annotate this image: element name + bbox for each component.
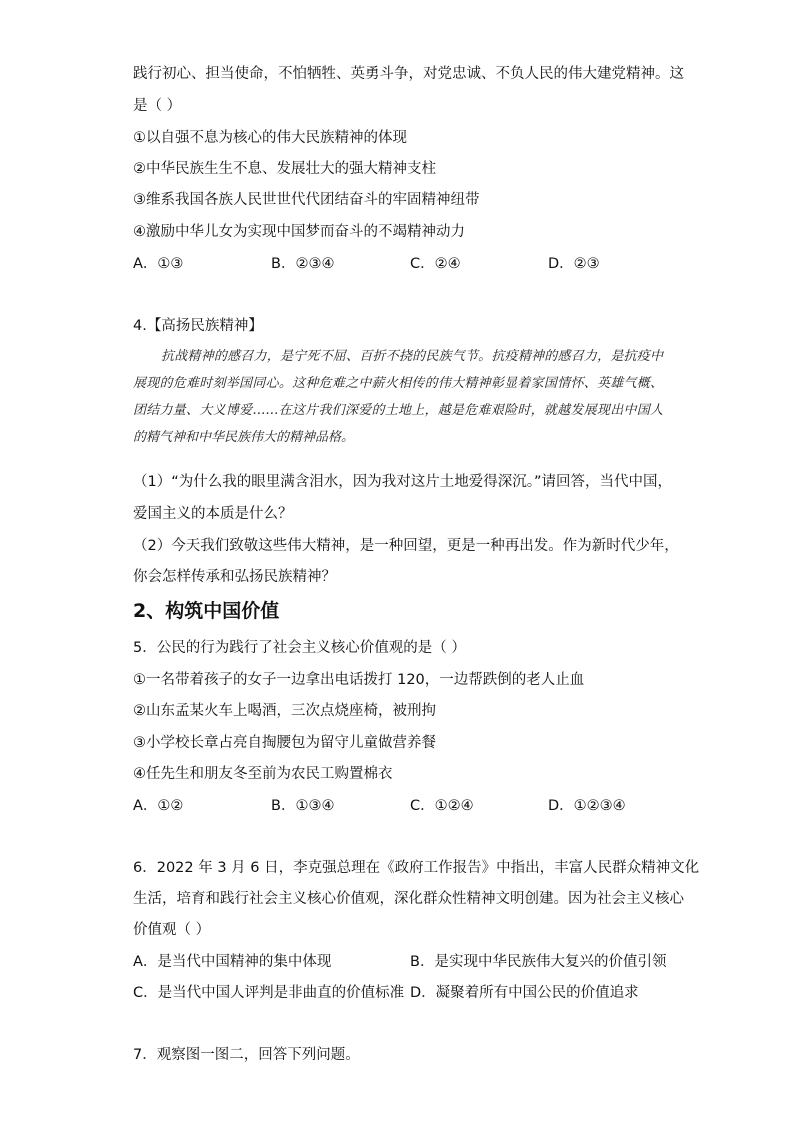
q4-sub1-line-1: （1）“为什么我的眼里满含泪水，因为我对这片土地爱得深沉。”请回答，当代中国， <box>133 474 672 490</box>
q5-stem: 5．公民的行为践行了社会主义核心价值观的是（ ） <box>133 640 466 656</box>
q5-item-3: ③小学校长章占亮自掏腰包为留守儿童做营养餐 <box>133 735 436 751</box>
q6-option-c[interactable]: C．是当代中国人评判是非曲直的价值标准 <box>133 985 405 1001</box>
q5-option-d[interactable]: D．①②③④ <box>548 798 626 814</box>
q5-option-a[interactable]: A．①② <box>133 798 184 814</box>
q4-sub2-line-1: （2）今天我们致敬这些伟大精神，是一种回望，更是一种再出发。作为新时代少年， <box>133 538 679 554</box>
q3-option-c[interactable]: C．②④ <box>410 256 461 272</box>
q5-item-4: ④任先生和朋友冬至前为农民工购置棉衣 <box>133 766 393 782</box>
q7-stem: 7．观察图一图二，回答下列问题。 <box>133 1047 360 1063</box>
q4-sub2-line-2: 你会怎样传承和弘扬民族精神？ <box>133 569 336 585</box>
q6-stem-line-2: 生活，培育和践行社会主义核心价值观，深化群众性精神文明创建。因为社会主义核心 <box>133 891 684 907</box>
q3-item-2: ②中华民族生生不息、发展壮大的强大精神支柱 <box>133 161 436 177</box>
q3-item-3: ③维系我国各族人民世世代代团结奋斗的牢固精神纽带 <box>133 192 480 208</box>
q4-passage-text: 抗战精神的感召力，是宁死不屈、百折不挠的民族气节。抗疫精神的感召力，是抗疫中展现的危难时刻举国同心。这种危难之中薪火相传的伟大精神彰显着家国情怀、英雄气概、团结力量、大义博爱……在这片我们深爱的土地上，越是危难艰险时，就越发展现出中国人的精气神和中华民族伟大的精神品格。 <box>133 349 663 445</box>
q4-sub1-line-2: 爱国主义的本质是什么？ <box>133 506 293 522</box>
q4-passage <box>133 343 663 451</box>
q3-item-1: ①以自强不息为核心的伟大民族精神的体现 <box>133 130 407 146</box>
q3-item-4: ④激励中华儿女为实现中国梦而奋斗的不竭精神动力 <box>133 224 465 240</box>
q3-stem-line-2: 是（ ） <box>133 98 182 114</box>
q3-option-d[interactable]: D．②③ <box>548 256 600 272</box>
q3-option-b[interactable]: B．②③④ <box>271 256 335 272</box>
q5-option-c[interactable]: C．①②④ <box>410 798 474 814</box>
q6-option-b[interactable]: B．是实现中华民族伟大复兴的价值引领 <box>410 954 667 970</box>
q5-option-b[interactable]: B．①③④ <box>271 798 335 814</box>
q5-item-2: ②山东孟某火车上喝酒，三次点烧座椅，被刑拘 <box>133 703 436 719</box>
q3-option-a[interactable]: A．①③ <box>133 256 184 272</box>
q3-stem-line-1: 践行初心、担当使命，不怕牺牲、英勇斗争，对党忠诚、不负人民的伟大建党精神。这 <box>133 66 684 82</box>
q5-item-1: ①一名带着孩子的女子一边拿出电话拨打 120，一边帮跌倒的老人止血 <box>133 672 585 688</box>
q6-option-a[interactable]: A．是当代中国精神的集中体现 <box>133 954 332 970</box>
q6-stem-line-1: 6．2022 年 3 月 6 日，李克强总理在《政府工作报告》中指出，丰富人民群众精神文化 <box>133 860 700 876</box>
section-2-title: 2、构筑中国价值 <box>133 600 280 622</box>
q6-stem-line-3: 价值观（ ） <box>133 922 211 938</box>
q6-option-d[interactable]: D．凝聚着所有中国公民的价值追求 <box>410 985 639 1001</box>
q4-heading: 4.【高扬民族精神】 <box>133 318 263 334</box>
